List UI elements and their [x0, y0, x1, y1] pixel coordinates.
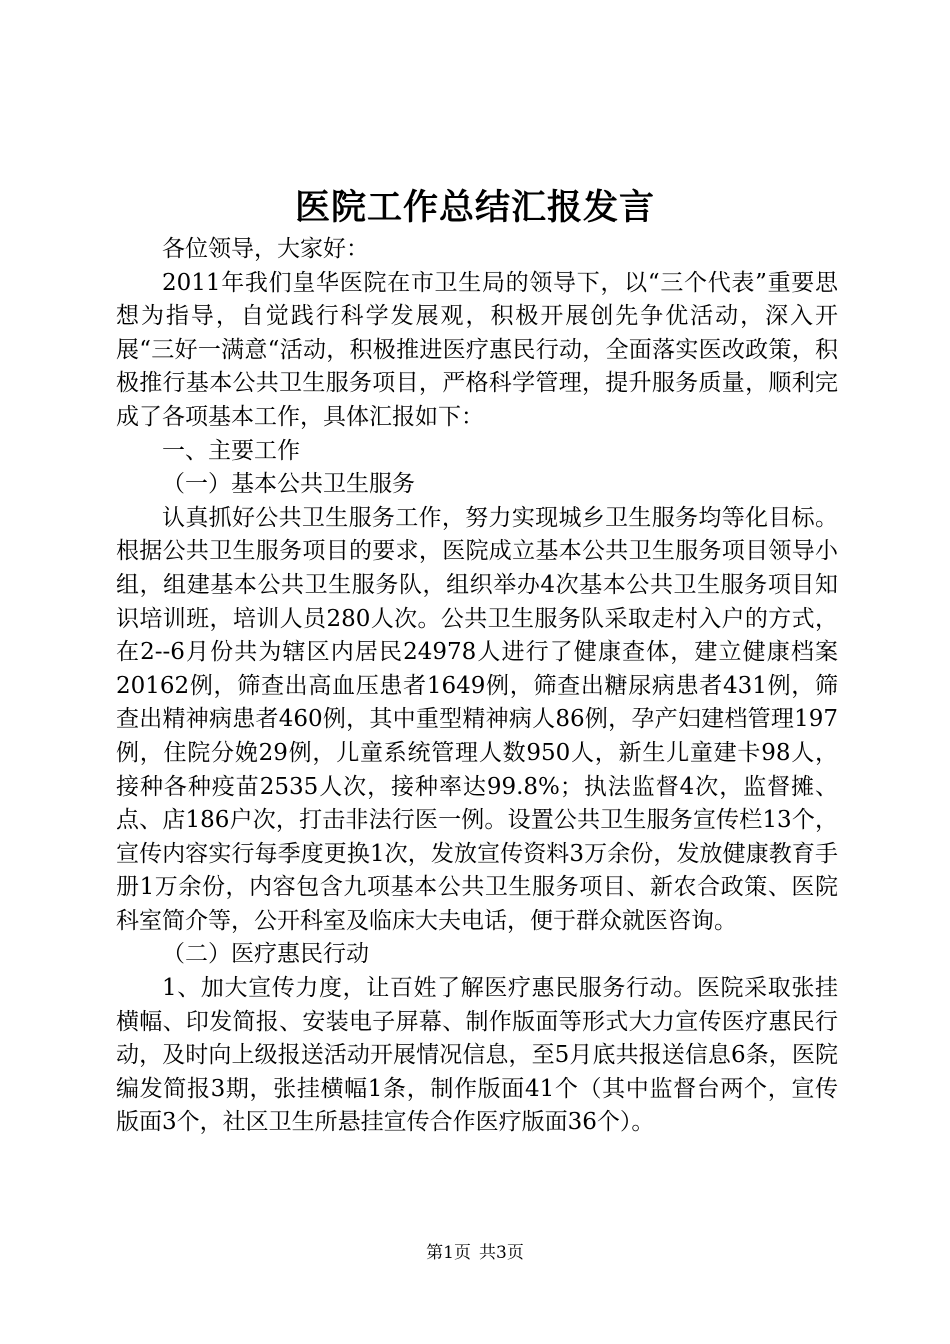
subsection-heading: （一）基本公共卫生服务 — [162, 471, 415, 498]
publicity-paragraph: 1、加大宣传力度，让百姓了解医疗惠民服务行动。医院采取张挂横幅、印发简报、安装电子屏幕、制作版面等形式大力宣传医疗惠民行动，及时向上级报送活动开展情况信息，至5月底共报送信息6条，医院编发简报3期，张挂横幅1条，制作版面41个（其中监督台两个，宣传版面3个，社区卫生所悬挂宣传合作医疗版面36个）。 — [116, 975, 838, 1136]
section-heading: 一、主要工作 — [162, 437, 300, 464]
page-number: 第1页 — [426, 1243, 471, 1263]
document-body — [116, 233, 838, 1140]
subsection-heading: （二）医疗惠民行动 — [162, 941, 369, 968]
page-total: 共3页 — [479, 1243, 524, 1263]
page-footer — [0, 1241, 950, 1265]
public-health-paragraph: 认真抓好公共卫生服务工作，努力实现城乡卫生服务均等化目标。根据公共卫生服务项目的要求，医院成立基本公共卫生服务项目领导小组，组建基本公共卫生服务队，组织举办4次基本公共卫生服务项目知识培训班，培训人员280人次。公共卫生服务队采取走村入户的方式，在2--6月份共为辖区内居民24978人进行了健康查体，建立健康档案20162例，筛查出高血压患者1649例，筛查出糖尿病患者431例，筛查出精神病患者460例，其中重型精神病人86例，孕产妇建档管理197例，住院分娩29例，儿童系统管理人数950人，新生儿童建卡98人，接种各种疫苗2535人次，接种率达99.8%；执法监督4次，监督摊、点、店186户次，打击非法行医一例。设置公共卫生服务宣传栏13个，宣传内容实行每季度更换1次，发放宣传资料3万余份，发放健康教育手册1万余份，内容包含九项基本公共卫生服务项目、新农合政策、医院科室简介等，公开科室及临床大夫电话，便于群众就医咨询。 — [116, 504, 838, 934]
document-title: 医院工作总结汇报发言 — [294, 187, 655, 228]
intro-paragraph: 2011年我们皇华医院在市卫生局的领导下，以“三个代表”重要思想为指导，自觉践行科学发展观，积极开展创先争优活动，深入开展“三好一满意“活动，积极推进医疗惠民行动，全面落实医改政策，积极推行基本公共卫生服务项目，严格科学管理，提升服务质量，顺利完成了各项基本工作，具体汇报如下： — [116, 269, 838, 430]
salutation-paragraph: 各位领导，大家好： — [162, 236, 369, 262]
